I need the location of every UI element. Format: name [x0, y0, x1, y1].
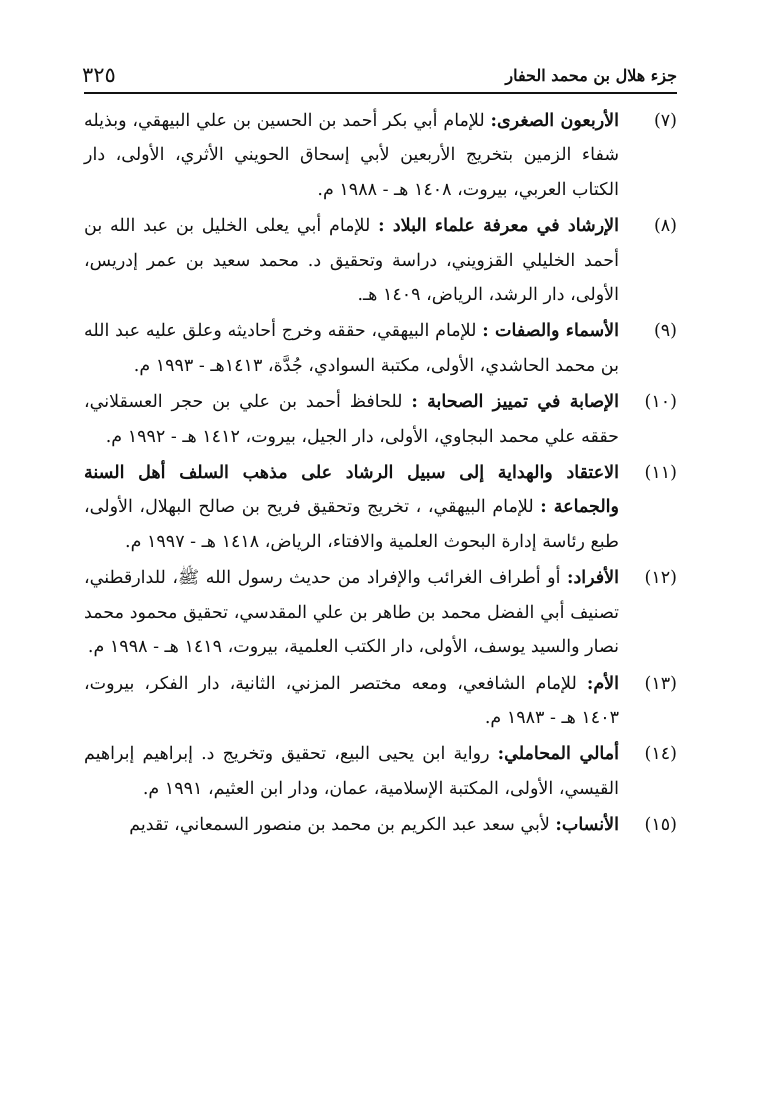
- entry-title: الأربعون الصغرى:: [490, 111, 620, 131]
- page-header: [82, 58, 677, 92]
- entry-body: [84, 456, 619, 559]
- entry-body: [84, 385, 619, 454]
- entry-text: للإمام البيهقي، ، تخريج وتحقيق فريح بن صالح البهلال، الأولى، طبع رئاسة إدارة البحوث العلمية والافتاء، الرياض، ١٤١٨ هـ - ١٩٩٧ م.: [84, 497, 619, 552]
- entry-body: [84, 808, 619, 842]
- entry-text: للإمام الشافعي، ومعه مختصر المزني، الثانية، دار الفكر، بيروت، ١٤٠٣ هـ - ١٩٨٣ م.: [84, 673, 619, 728]
- entry-text: للحافظ أحمد بن علي بن حجر العسقلاني، حققه علي محمد البجاوي، الأولى، دار الجيل، بيروت، ١٤١٢ هـ - ١٩٩٢ م.: [84, 392, 619, 447]
- entry-text: رواية ابن يحيى البيع، تحقيق وتخريج د. إبراهيم إبراهيم القيسي، الأولى، المكتبة الإسلامية، عمان، ودار ابن العثيم، ١٩٩١ م.: [84, 744, 619, 799]
- entry-text: للإمام البيهقي، حققه وخرج أحاديثه وعلق عليه عبد الله بن محمد الحاشدي، الأولى، مكتبة السوادي، جُدَّة، ١٤١٣هـ - ١٩٩٣ م.: [84, 321, 619, 376]
- bibliography-entry: [84, 456, 677, 559]
- entry-text: للإمام أبي بكر أحمد بن الحسين بن علي البيهقي، وبذيله شفاء الزمين بتخريج الأربعين لأبي إسحاق الحويني الأثري، الأولى، دار الكتاب العربي، بيروت، ١٤٠٨ هـ - ١٩٨٨ م.: [84, 111, 619, 200]
- entry-text: للإمام أبي يعلى الخليل بن عبد الله بن أحمد الخليلي القزويني، دراسة وتحقيق د. محمد سعيد بن عمر إدريس، الأولى، دار الرشد، الرياض، ١٤٠٩ هـ.: [84, 216, 619, 306]
- entry-number: (١٢): [644, 568, 677, 589]
- entry-body: [84, 314, 619, 383]
- entry-title: الأنساب:: [555, 815, 619, 836]
- entry-number: (٨): [653, 216, 677, 237]
- entry-title: الإرشاد في معرفة علماء البلاد :: [378, 216, 619, 237]
- entry-title: أمالي المحاملي:: [497, 744, 619, 765]
- page-number: ٣٢٥: [82, 63, 116, 87]
- running-title: جزء هلال بن محمد الحفار: [505, 65, 677, 85]
- entry-number: (١٥): [644, 815, 677, 836]
- entry-title: الاعتقاد والهداية إلى سبيل الرشاد على مذهب السلف أهل السنة والجماعة :: [84, 463, 619, 518]
- entry-body: [84, 737, 619, 806]
- entry-number: (٧): [653, 111, 677, 131]
- entry-body: [84, 104, 619, 207]
- entry-text: أو أطراف الغرائب والإفراد من حديث رسول الله ﷺ، للدارقطني، تصنيف أبي الفضل محمد بن طاهر بن علي المقدسي، تحقيق محمود محمد نصار والسيد يوسف، الأولى، دار الكتب العلمية، بيروت، ١٤١٩ هـ - ١٩٩٨ م.: [84, 568, 619, 658]
- entry-number: (١٠): [644, 392, 677, 413]
- entry-title: الأسماء والصفات :: [482, 321, 619, 342]
- bibliography-entry: [84, 314, 677, 383]
- entry-text: لأبي سعد عبد الكريم بن محمد بن منصور السمعاني، تقديم: [129, 815, 556, 836]
- bibliography-entry: [84, 209, 677, 312]
- entry-body: [84, 667, 619, 736]
- bibliography-entry: [84, 737, 677, 806]
- entry-number: (١١): [644, 463, 677, 484]
- bibliography-list: [84, 104, 677, 845]
- entry-title: الإصابة في تمييز الصحابة :: [411, 392, 619, 413]
- entry-title: الأم:: [586, 673, 619, 694]
- entry-body: [84, 209, 619, 312]
- bibliography-entry: [84, 104, 677, 207]
- entry-number: (١٤): [644, 744, 677, 765]
- entry-number: (١٣): [644, 673, 677, 694]
- entry-number: (٩): [653, 321, 677, 342]
- bibliography-entry: [84, 385, 677, 454]
- header-rule: [84, 92, 677, 94]
- bibliography-entry: [84, 561, 677, 664]
- bibliography-entry: [84, 808, 677, 842]
- entry-body: [84, 561, 619, 664]
- bibliography-entry: [84, 667, 677, 736]
- entry-title: الأفراد:: [567, 568, 619, 589]
